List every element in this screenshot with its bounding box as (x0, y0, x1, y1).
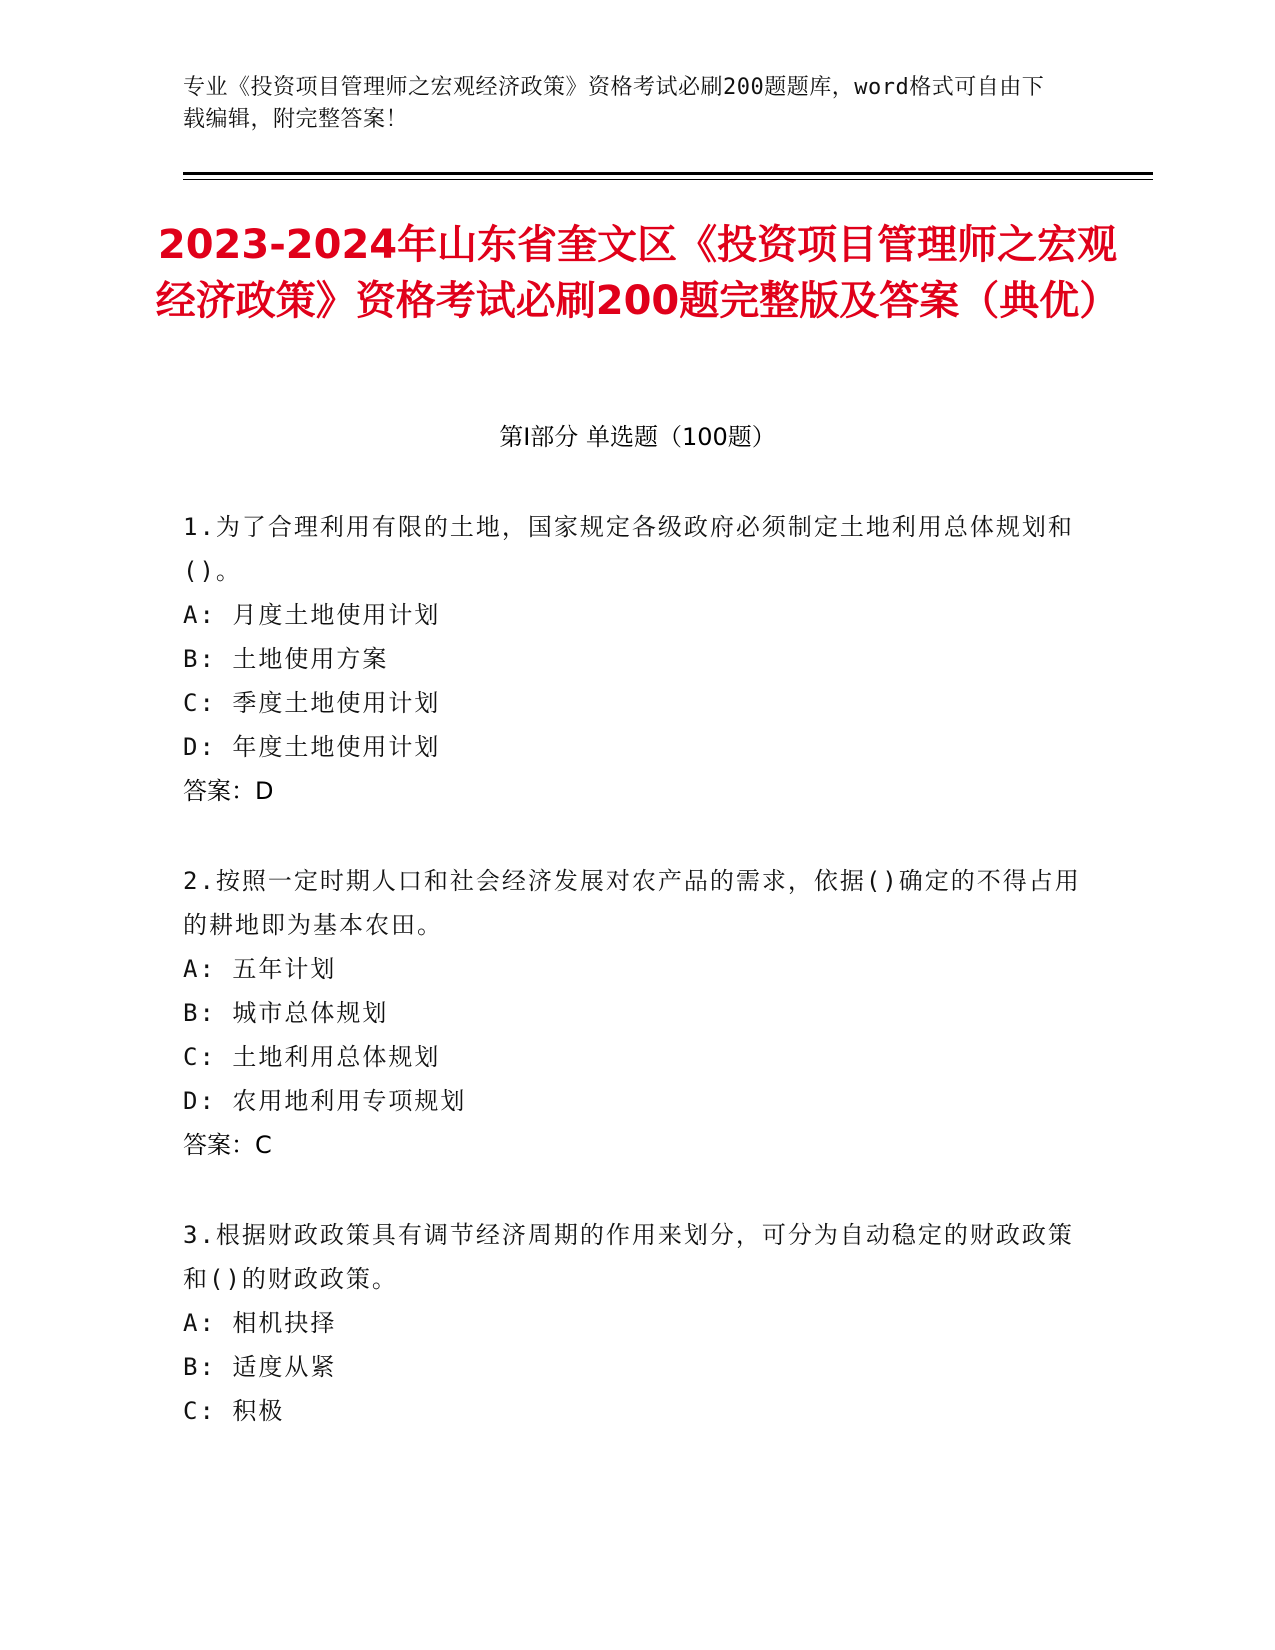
question-stem: 3.根据财政政策具有调节经济周期的作用来划分，可分为自动稳定的财政政策和()的财政政策。 (183, 1221, 1074, 1293)
section-heading: 第I部分 单选题（100题） (499, 423, 776, 451)
document-title: 2023-2024年山东省奎文区《投资项目管理师之宏观经济政策》资格考试必刷200题完整版及答案（典优） (155, 222, 1120, 324)
question-2 (183, 859, 1083, 1167)
header-note: 专业《投资项目管理师之宏观经济政策》资格考试必刷200题题库，word格式可自由下载编辑，附完整答案！ (183, 75, 1045, 132)
header-divider-thick (183, 172, 1153, 175)
option-c: C: 积极 (183, 1397, 285, 1425)
option-d: D: 年度土地使用计划 (183, 733, 441, 761)
question-stem: 1.为了合理利用有限的土地，国家规定各级政府必须制定土地利用总体规划和()。 (183, 513, 1074, 585)
option-a: A: 五年计划 (183, 955, 337, 983)
question-3 (183, 1213, 1083, 1433)
option-b: B: 土地使用方案 (183, 645, 389, 673)
answer-line: 答案：D (183, 777, 274, 805)
question-list (183, 505, 1083, 1479)
question-1 (183, 505, 1083, 813)
option-c: C: 土地利用总体规划 (183, 1043, 441, 1071)
question-stem: 2.按照一定时期人口和社会经济发展对农产品的需求，依据()确定的不得占用的耕地即为基本农田。 (183, 867, 1081, 939)
option-a: A: 月度土地使用计划 (183, 601, 441, 629)
answer-line: 答案：C (183, 1131, 272, 1159)
option-c: C: 季度土地使用计划 (183, 689, 441, 717)
option-d: D: 农用地利用专项规划 (183, 1087, 467, 1115)
header-divider-thin (183, 179, 1153, 180)
option-b: B: 城市总体规划 (183, 999, 389, 1027)
option-a: A: 相机抉择 (183, 1309, 337, 1337)
option-b: B: 适度从紧 (183, 1353, 337, 1381)
